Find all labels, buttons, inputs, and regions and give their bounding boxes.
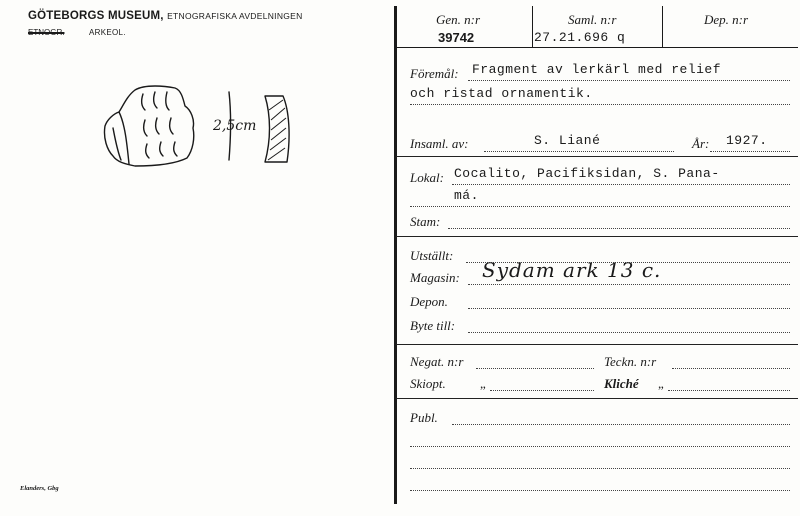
stam-dotline (448, 228, 790, 229)
kliche-label: Kliché (604, 376, 639, 391)
lokal-dotline-1 (452, 184, 790, 185)
struck-department: ETNOGR. (28, 28, 65, 37)
publ-dotline-2 (410, 446, 790, 447)
gen-nr-cell (396, 6, 532, 47)
foremal-line-2: och ristad ornamentik. (410, 86, 593, 101)
publ-dotline-4 (410, 490, 790, 491)
foremal-line-1: Fragment av lerkärl med relief (472, 62, 722, 77)
rule-2 (396, 236, 798, 237)
dep-nr-label: Dep. n:r (704, 12, 749, 27)
catalog-card (396, 6, 798, 504)
stam-label: Stam: (410, 214, 441, 229)
byte-label: Byte till: (410, 318, 456, 333)
gen-nr-value: 39742 (438, 30, 475, 45)
lokal-line-1: Cocalito, Pacifiksidan, S. Pana- (454, 166, 720, 181)
magasin-label: Magasin: (410, 270, 460, 285)
kliche-dotline (668, 390, 790, 391)
saml-nr-label: Saml. n:r (568, 12, 617, 27)
foremal-label: Föremål: (410, 66, 459, 81)
foremal-dotline-1 (468, 80, 790, 81)
gen-nr-label: Gen. n:r (436, 12, 481, 27)
foremal-dotline-2 (410, 104, 790, 105)
rule-1 (396, 156, 798, 157)
publ-dotline-1 (452, 424, 790, 425)
insaml-value: S. Liané (534, 133, 601, 148)
byte-dotline (468, 332, 790, 333)
ar-value: 1927. (726, 133, 768, 148)
rule-3 (396, 344, 798, 345)
insaml-label: Insaml. av: (410, 136, 469, 151)
skiopt-dotline (490, 390, 594, 391)
card-header-row (396, 6, 798, 48)
measurement-label: 2,5cm (213, 118, 257, 134)
saml-nr-value: 27.21.696 q (534, 30, 626, 45)
ar-label: År: (692, 136, 710, 151)
magasin-value: Sydam ark 13 c. (482, 258, 662, 282)
lokal-line-2: má. (454, 188, 479, 203)
magasin-dotline (468, 284, 790, 285)
negat-dotline (476, 368, 594, 369)
ar-dotline (710, 151, 790, 152)
publ-label: Publ. (410, 410, 438, 425)
lokal-label: Lokal: (410, 170, 444, 185)
artifact-sketch (95, 80, 310, 170)
sub-department: ARKEOL. (89, 28, 126, 37)
department-name: ETNOGRAFISKA AVDELNINGEN (167, 11, 303, 21)
teckn-label: Teckn. n:r (604, 354, 657, 369)
teckn-dotline (672, 368, 790, 369)
publ-dotline-3 (410, 468, 790, 469)
rule-4 (396, 398, 798, 399)
kliche-ditto: „ (658, 376, 664, 391)
lokal-dotline-2 (410, 206, 790, 207)
insaml-dotline (484, 151, 674, 152)
negat-label: Negat. n:r (410, 354, 464, 369)
museum-header (28, 10, 303, 22)
saml-nr-cell (532, 6, 662, 47)
skiopt-label: Skiopt. (410, 376, 446, 391)
utstallt-label: Utställt: (410, 248, 454, 263)
depon-dotline (468, 308, 790, 309)
printer-imprint: Elanders, Gbg (20, 485, 59, 492)
museum-name: GÖTEBORGS MUSEUM, (28, 10, 164, 22)
depon-label: Depon. (410, 294, 448, 309)
dep-nr-cell (662, 6, 798, 47)
skiopt-ditto: „ (480, 376, 486, 391)
